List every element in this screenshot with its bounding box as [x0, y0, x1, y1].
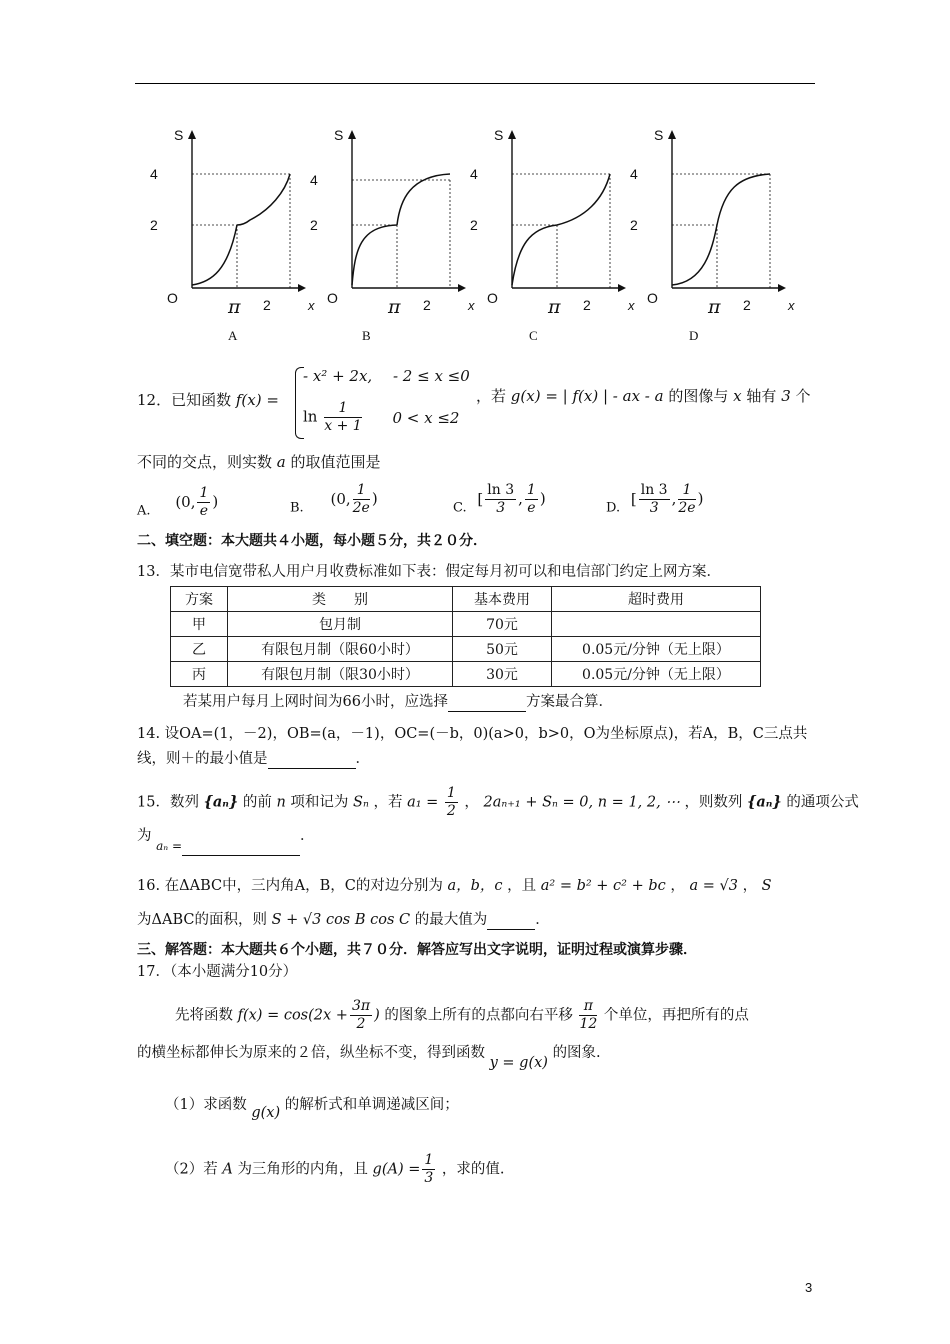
q15-rec: 2aₙ₊₁ + Sₙ = 0, n = 1, 2, ⋯: [483, 794, 680, 811]
q13-follow: [183, 692, 613, 712]
section-3-heading: 三、解答题：本大题共６个小题，共７０分．解答应写出文字说明，证明过程或演算步骤．: [137, 942, 697, 958]
q16-line1-d: ，: [742, 878, 758, 894]
table-cell: 有限包月制（限30小时）: [228, 662, 453, 687]
tick-label-pi: π: [548, 296, 561, 318]
x-axis-label: x: [468, 298, 475, 313]
graph-svg: [300, 120, 475, 320]
option-label-a: A: [228, 328, 238, 343]
q12-option-b: [290, 482, 378, 519]
graph-a: [140, 120, 315, 350]
q12-intro: [137, 390, 279, 410]
q17-p1-c: 个单位，再把所有的点: [603, 1007, 749, 1024]
q17-sub1-b: 的解析式和单调递减区间；: [284, 1097, 459, 1113]
q16-answer-blank[interactable]: [487, 929, 535, 930]
q12-piece2-frac: [324, 400, 361, 435]
q12-piece2: [303, 400, 459, 435]
q12-number: 12．已知函数: [137, 391, 232, 409]
q17-p1-shift-num: π: [579, 998, 597, 1016]
tick-label-4: 4: [150, 166, 158, 182]
table-cell: 有限包月制（限60小时）: [228, 637, 453, 662]
q14-line2-text: 线，则＋的最小值是: [137, 751, 268, 767]
q12-optD-num2: 1: [678, 482, 695, 500]
table-cell: 0.05元/分钟（无上限）: [552, 662, 761, 687]
q15-sn: Sₙ: [353, 794, 369, 811]
q17-para1: [175, 998, 749, 1033]
q12-piece2-ln: ln: [303, 407, 318, 426]
tick-label-4: 4: [630, 166, 638, 182]
q12-gx: g(x) = | f(x) | - ax - a: [510, 387, 664, 405]
q16-s: S: [761, 878, 772, 894]
q12-optB-frac: [353, 482, 370, 517]
q12-optC-open: [: [477, 489, 484, 508]
tick-label-pi: π: [708, 296, 721, 318]
q16-line1: [137, 876, 772, 896]
q12-optC-den1: 3: [496, 500, 506, 516]
q12-optD-close: ): [697, 489, 704, 508]
q15-f: ，则数列: [684, 794, 743, 811]
q17-sub1: [165, 1095, 459, 1123]
tick-label-2: 2: [470, 217, 478, 233]
q12-optC-den2: e: [527, 500, 536, 516]
table-cell: 包月制: [228, 612, 453, 637]
y-axis-label: S: [654, 127, 664, 143]
q12-tail-x: x: [733, 387, 742, 405]
q17-p1-b: 的图象上所有的点都向右平移: [384, 1007, 573, 1024]
q17-p1-frac: [350, 998, 372, 1033]
table-cell: 0.05元/分钟（无上限）: [552, 637, 761, 662]
q15-c: 项和记为: [290, 794, 349, 811]
q17-p1-frac-den: 2: [356, 1016, 366, 1032]
q15-e: ，: [464, 794, 479, 811]
tick-label-pi: π: [228, 296, 241, 318]
s-curve: [192, 174, 290, 285]
q17-sub2-A: A: [222, 1161, 233, 1178]
option-label-d: D: [689, 328, 699, 343]
q17-p1-shift-den: 12: [579, 1016, 598, 1032]
q12-option-a: [137, 485, 218, 522]
tick-label-pi: π: [388, 296, 401, 318]
q12-optC-sep: ,: [518, 489, 523, 508]
page-number: 3: [805, 1280, 813, 1295]
q12-optD-label: D.: [606, 500, 621, 516]
tick-label-x2: 2: [583, 297, 591, 313]
graph-c: [460, 120, 635, 350]
table-header: 方案: [171, 587, 228, 612]
q15-b: 的前: [242, 794, 272, 811]
x-axis-label: x: [308, 298, 315, 313]
table-cell: 丙: [171, 662, 228, 687]
graph-svg: [620, 120, 795, 320]
q13-text: 13．某市电信宽带私人用户月收费标准如下表：假定每月初可以和电信部门约定上网方案．: [137, 564, 721, 580]
q12-tail1: 的图像与: [668, 387, 729, 405]
table-row: [171, 662, 761, 687]
q12-optA-open: (0,: [175, 492, 196, 511]
q15-line2-text: 为: [137, 828, 152, 844]
q12-optA-num: 1: [199, 485, 209, 501]
q12-piece1-expr: - x² + 2x,: [303, 367, 373, 385]
tick-label-2: 2: [310, 217, 318, 233]
q12-optD-open: [: [630, 489, 637, 508]
q16-line2-a: 为ΔABC的面积，则: [137, 912, 267, 928]
q12-optC-frac2: [525, 482, 538, 517]
q12-fx: f(x) =: [235, 391, 279, 409]
q12-optB-open: (0,: [330, 489, 351, 508]
q17-sub2-end: 的值.: [470, 1161, 505, 1178]
q16-eq2: a = √3: [689, 878, 738, 894]
q12-tail2: 轴有: [746, 387, 777, 405]
q12-optD-den1: 3: [649, 500, 659, 516]
table-header: 类 别: [228, 587, 453, 612]
origin-label: O: [327, 290, 338, 306]
origin-label: O: [487, 290, 498, 306]
table-header-row: [171, 587, 761, 612]
q15-a1: a₁ =: [407, 794, 439, 811]
q15-a: 15．数列: [137, 794, 199, 811]
graph-options: [140, 120, 820, 350]
q12-optB-close: ): [371, 489, 378, 508]
q15-line1: [137, 785, 859, 820]
q15-answer-blank[interactable]: [182, 855, 300, 856]
tick-label-x2: 2: [743, 297, 751, 313]
q12-optC-label: C.: [453, 500, 467, 516]
q15-line2: [137, 826, 315, 856]
graph-d: [620, 120, 795, 350]
fee-table: [170, 586, 761, 687]
q12-optB-den: 2e: [352, 500, 370, 516]
q15-half-num: 1: [446, 785, 456, 801]
q15-an: aₙ =: [156, 839, 182, 853]
table-cell: 50元: [453, 637, 552, 662]
tick-label-x2: 2: [263, 297, 271, 313]
q13-follow-b: 方案最合算．: [525, 694, 613, 710]
q13-answer-blank[interactable]: [448, 711, 526, 712]
section-2-heading: 二、填空题：本大题共４小题，每小题５分，共２０分．: [137, 533, 487, 549]
q15-end: ．: [300, 828, 315, 844]
q17-sub1-g: g(x): [251, 1105, 281, 1121]
q17-para2: [137, 1043, 601, 1073]
s-curve: [512, 174, 610, 285]
q12-line2: [137, 452, 381, 472]
table-cell: [552, 612, 761, 637]
y-axis-label: S: [174, 127, 184, 143]
y-axis-label: S: [494, 127, 504, 143]
q17-sub2-frac: [422, 1152, 435, 1187]
q17-sub2-b: 为三角形的内角，且: [237, 1161, 368, 1178]
q17-p1-f: f(x) = cos(2x +: [237, 1007, 348, 1024]
q12-optA-label: A.: [137, 503, 151, 519]
table-cell: 乙: [171, 637, 228, 662]
q17-p1-frac-num: 3π: [351, 998, 371, 1014]
s-curve: [352, 174, 450, 285]
table-header: 超时费用: [552, 587, 761, 612]
q12-tail: [476, 386, 811, 406]
q15-n: n: [276, 794, 286, 811]
table-cell: 甲: [171, 612, 228, 637]
table-header: 基本费用: [453, 587, 552, 612]
q16-eq1: a² = b² + c² + bc: [540, 878, 666, 894]
q13-follow-a: 若某用户每月上网时间为66小时，应选择: [183, 694, 448, 710]
tick-label-x2: 2: [423, 297, 431, 313]
q16-line1-b: ，且: [507, 878, 537, 894]
q14-answer-blank[interactable]: [268, 768, 356, 769]
y-axis-arrow: [188, 130, 196, 139]
q16-line2-b: 的最大值为: [414, 912, 488, 928]
q15-half: [445, 785, 458, 820]
q17-sub2-g: g(A) =: [372, 1161, 421, 1178]
x-axis-label: x: [628, 298, 635, 313]
option-label-c: C: [529, 328, 538, 343]
q15-half-den: 2: [446, 803, 456, 819]
q12-optA-frac: [197, 485, 210, 520]
q17-p1-a: 先将函数: [175, 1007, 233, 1024]
q14-line2-end: ．: [355, 751, 370, 767]
q12-optD-frac2: [678, 482, 695, 517]
tick-label-4: 4: [310, 172, 318, 188]
q12-line2-a: 不同的交点，则实数: [137, 453, 273, 471]
q12-optB-num: 1: [353, 482, 370, 500]
x-axis-arrow: [778, 284, 786, 292]
q14-line1: 14. 设OA=(1，－2)，OB=(a，－1)，OC=(－b，0)(a>0，b>0，O为坐标原点)，若A，B，C三点共: [137, 726, 808, 742]
table-cell: 70元: [453, 612, 552, 637]
q17-sub1-a: （1）求函数: [165, 1097, 247, 1113]
q12-optA-den: e: [199, 503, 209, 519]
graph-svg: [460, 120, 635, 320]
q12-line2-b: 的取值范围是: [290, 453, 381, 471]
table-cell: 30元: [453, 662, 552, 687]
header-rule: [135, 83, 815, 84]
q12-optD-num1: ln 3: [640, 482, 668, 498]
q12-piece1-cond: - 2 ≤ x ≤0: [392, 367, 470, 385]
y-axis-label: S: [334, 127, 344, 143]
q12-option-c: [453, 482, 546, 519]
y-axis-arrow: [348, 130, 356, 139]
q15-g: 的通项公式: [786, 794, 859, 811]
q16-line2: [137, 910, 550, 930]
q12-optD-sep: ,: [671, 489, 677, 508]
q12-piece2-cond: 0 < x ≤2: [392, 408, 460, 427]
q17-p2-b: 的图象.: [552, 1045, 601, 1061]
q12-piece2-num: 1: [324, 400, 361, 418]
q12-optC-close: ): [539, 489, 546, 508]
q17-sub2-a: （2）若: [165, 1161, 218, 1178]
graph-b: [300, 120, 475, 350]
q17-sub2-den: 3: [424, 1170, 434, 1186]
y-axis-arrow: [668, 130, 676, 139]
q12-optA-close: ): [212, 492, 219, 511]
table-row: [171, 612, 761, 637]
origin-label: O: [167, 290, 178, 306]
q12-option-d: [606, 482, 703, 519]
q12-optC-num2: 1: [526, 482, 536, 498]
s-curve: [672, 174, 770, 285]
q12-optB-label: B.: [290, 500, 304, 516]
q15-seq-2: {aₙ}: [747, 793, 782, 811]
q16-line1-a: 16. 在ΔABC中，三内角A，B，C的对边分别为: [137, 878, 443, 894]
tick-label-4: 4: [470, 166, 478, 182]
q15-seq: {aₙ}: [203, 793, 239, 811]
q12-condition: ，若: [476, 387, 507, 405]
y-axis-arrow: [508, 130, 516, 139]
q17-p1-shift: [579, 998, 597, 1033]
q12-optC-num1: ln 3: [487, 482, 515, 498]
q12-optD-den2: 2e: [678, 500, 696, 516]
q17-sub2: [165, 1152, 505, 1187]
q16-line1-c: ，: [670, 878, 685, 894]
q17-p1-f-close: ): [374, 1007, 380, 1024]
q12-optC-frac1: [485, 482, 516, 517]
x-axis-label: x: [788, 298, 795, 313]
q14-line2: [137, 749, 370, 769]
q12-piece2-den: x + 1: [324, 418, 362, 434]
table-row: [171, 637, 761, 662]
q17-sub2-c: ，求: [441, 1161, 471, 1178]
q17-sub2-num: 1: [424, 1152, 434, 1168]
graph-svg: [140, 120, 315, 320]
q17-title: 17．（本小题满分10分）: [137, 964, 298, 980]
q12-tail3: 个: [795, 387, 811, 405]
tick-label-2: 2: [150, 217, 158, 233]
q17-p2-a: 的横坐标都伸长为原来的２倍，纵坐标不变，得到函数: [137, 1045, 485, 1061]
option-label-b: B: [362, 328, 371, 343]
q16-eq3: S + √3 cos B cos C: [271, 912, 411, 928]
q16-line2-end: ．: [535, 912, 550, 928]
q12-piece1: [303, 366, 470, 386]
origin-label: O: [647, 290, 658, 306]
q12-tail-3: 3: [781, 387, 791, 405]
tick-label-2: 2: [630, 217, 638, 233]
q17-p2-g: y = g(x): [489, 1055, 548, 1071]
q12-optD-frac1: [639, 482, 670, 517]
q16-abc: a，b，c: [447, 878, 503, 894]
q12-line2-var: a: [276, 453, 286, 471]
q15-d: ，若: [373, 794, 403, 811]
